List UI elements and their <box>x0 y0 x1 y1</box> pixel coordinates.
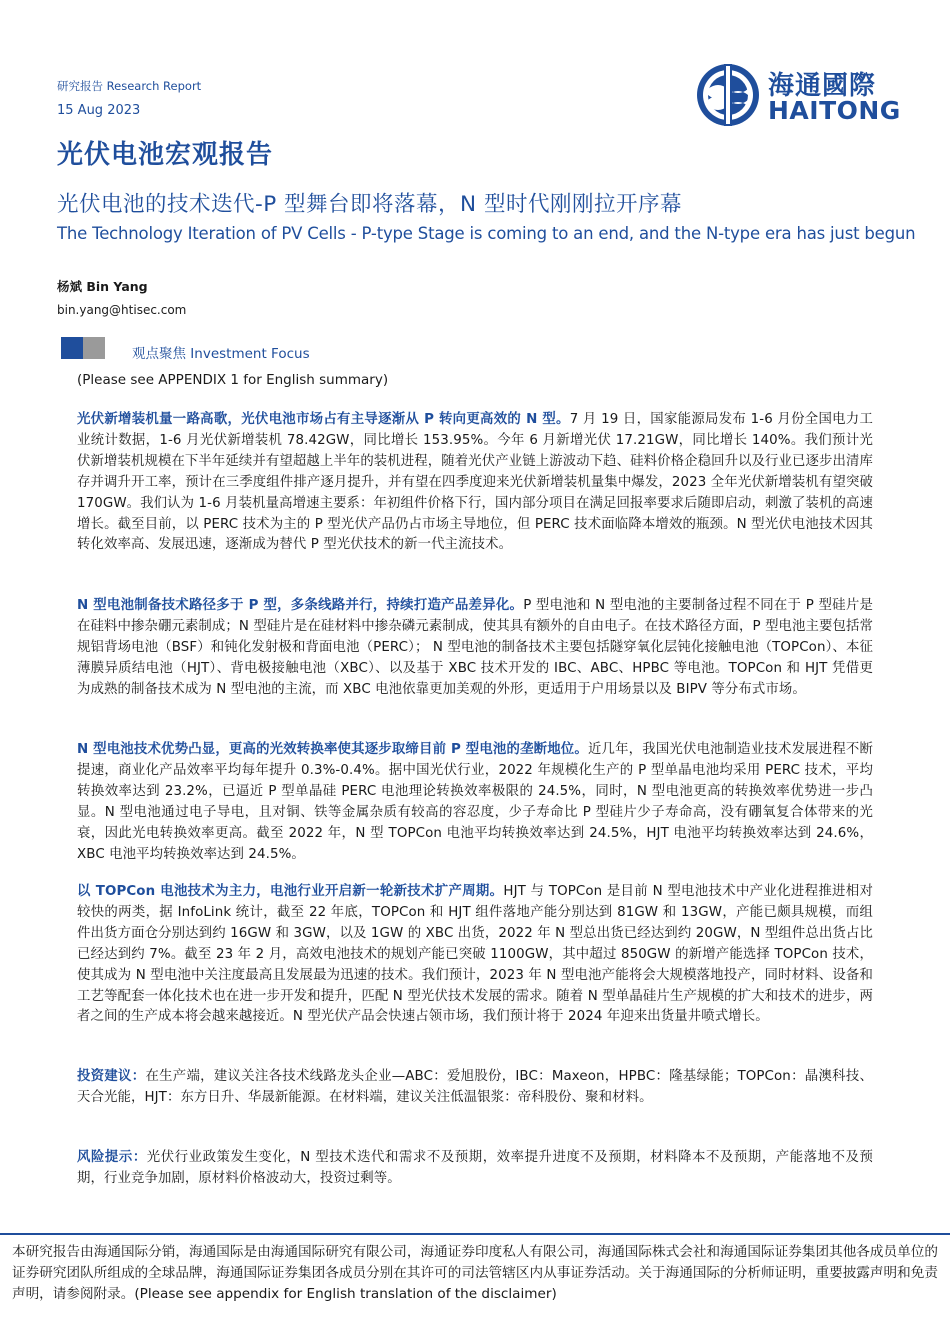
paragraph-body: 在生产端，建议关注各技术线路龙头企业—ABC：爱旭股份，IBC：Maxeon，HPBC：隆基绿能；TOPCon：晶澳科技、天合光能，HJT：东方日升、华晟新能源。在材料端，建议关注低温银浆：帝科股份、聚和材料。 <box>77 1069 874 1105</box>
report-title: 光伏电池宏观报告 <box>57 140 274 170</box>
paragraph-lead: 风险提示： <box>77 1150 147 1165</box>
haitong-logo <box>695 62 901 132</box>
report-date: 15 Aug 2023 <box>57 103 141 118</box>
paragraph-installation <box>77 410 873 556</box>
haitong-emblem-icon <box>695 62 761 128</box>
footer-disclaimer: 本研究报告由海通国际分销，海通国际是由海通国际研究有限公司，海通证券印度私人有限公司，海通国际株式会社和海通国际证券集团其他各成员单位的证券研究团队所组成的全球品牌，海通国际证券集团各成员分别在其许可的司法管辖区内从事证券活动。关于海通国际的分析师证明，重要披露声明和免责声明，请参阅附录。(Please see appendix for English translation of the disclaimer) <box>12 1244 938 1302</box>
footer-divider <box>0 1233 950 1235</box>
investment-focus-heading: 观点聚焦 Investment Focus <box>132 346 310 362</box>
paragraph-investment-advice <box>77 1067 873 1109</box>
report-type: 研究报告 Research Report <box>57 79 202 93</box>
subtitle-zh: 光伏电池的技术迭代-P 型舞台即将落幕，N 型时代刚刚拉开序幕 <box>57 192 682 217</box>
author-name: 杨斌 Bin Yang <box>57 279 148 294</box>
section-marker-gray <box>83 337 105 359</box>
paragraph-lead: 投资建议： <box>77 1069 146 1084</box>
paragraph-lead: N 型电池技术优势凸显，更高的光效转换率使其逐步取缔目前 P 型电池的垄断地位。 <box>77 742 588 757</box>
logo-text-en: HAITONG <box>768 96 901 125</box>
paragraph-body: 近几年，我国光伏电池制造业技术发展进程不断提速，商业化产品效率平均每年提升 0.3%-0.4%。据中国光伏行业，2022 年规模化生产的 P 型单晶电池均采用 PERC 技术，平均转换效率达到 23.2%，已逼近 P 型单晶硅 PERC 电池理论转换效率极限的 24.5%，同时，N 型电池更高的转换效率优势进一步凸显。N 型电池通过电子导电，且对铜、铁等金属杂质有较高的容忍度，少子寿命比 P 型硅片少子寿命高，没有硼氧复合体带来的光衰，因此光电转换效率更高。截至 2022 年，N 型 TOPCon 电池平均转换效率达到 24.5%，HJT 电池平均转换效率达到 24.6%，XBC 电池平均转换效率达到 24.5%。 <box>77 742 873 862</box>
paragraph-body: P 型电池和 N 型电池的主要制备过程不同在于 P 型硅片是在硅料中掺杂硼元素制成；N 型硅片是在硅材料中掺杂磷元素制成，使其具有额外的自由电子。在技术路径方面，P 型电池主要包括常规铝背场电池（BSF）和钝化发射极和背面电池（PERC）； N 型电池的制备技术主要包括隧穿氧化层钝化接触电池（TOPCon）、本征薄膜异质结电池（HJT）、背电极接触电池（XBC）、以及基于 XBC 技术开发的 IBC、ABC、HPBC 等电池。TOPCon 和 HJT 凭借更为成熟的制备技术成为 N 型电池的主流，而 XBC 电池依靠更加美观的外形，更适用于户用场景以及 BIPV 等分布式市场。 <box>77 598 873 697</box>
paragraph-lead: 以 TOPCon 电池技术为主力，电池行业开启新一轮新技术扩产周期。 <box>77 884 504 899</box>
author-email[interactable]: bin.yang@htisec.com <box>57 303 187 317</box>
paragraph-risk-warning <box>77 1148 873 1190</box>
paragraph-topcon-expansion <box>77 882 873 1028</box>
paragraph-tech-advantage <box>77 740 873 865</box>
paragraph-body: 光伏行业政策发生变化，N 型技术迭代和需求不及预期，效率提升进度不及预期，材料降本不及预期，产能落地不及预期，行业竞争加剧，原材料价格波动大，投资过剩等。 <box>77 1150 873 1186</box>
logo-text-zh: 海通國際 <box>768 71 877 101</box>
paragraph-lead: 光伏新增装机量一路高歌，光伏电池市场占有主导逐渐从 P 转向更高效的 N 型。 <box>77 412 570 427</box>
subtitle-en: The Technology Iteration of PV Cells - P-type Stage is coming to an end, and the N-type era has just begun <box>57 224 916 243</box>
paragraph-tech-paths <box>77 596 873 701</box>
paragraph-body: HJT 与 TOPCon 是目前 N 型电池技术中产业化进程推进相对较快的两类，据 InfoLink 统计，截至 22 年底，TOPCon 和 HJT 组件落地产能分别达到 81GW 和 13GW，产能已颇具规模，而组件出货方面仓分别达到约 16GW 和 3GW，以及 1GW 的 XBC 出货，2022 年 N 型总出货已经达到约 20GW，N 型组件总出货占比已经达到约 7%。截至 23 年 2 月，高效电池技术的规划产能已突破 1100GW，其中超过 850GW 的新增产能选择 TOPCon 技术，使其成为 N 型电池中关注度最高且发展最为迅速的技术。我们预计，2023 年 N 型电池产能将会大规模落地投产，同时材料、设备和工艺等配套一体化技术也在进一步开发和提升，匹配 N 型光伏技术发展的需求。随着 N 型单晶硅片生产规模的扩大和技术的进步，两者之间的生产成本将会越来越接近。N 型光伏产品会快速占领市场，我们预计将于 2024 年迎来出货量井喷式增长。 <box>77 884 873 1025</box>
appendix-note: (Please see APPENDIX 1 for English summary) <box>77 372 389 388</box>
paragraph-lead: N 型电池制备技术路径多于 P 型，多条线路并行，持续打造产品差异化。 <box>77 598 524 613</box>
section-marker-blue <box>61 337 83 359</box>
paragraph-body: 7 月 19 日，国家能源局发布 1-6 月份全国电力工业统计数据，1-6 月光伏新增装机 78.42GW，同比增长 153.95%。今年 6 月新增光伏 17.21GW，同比增长 140%。我们预计光伏新增装机规模在下半年延续并有望超越上半年的装机进程，随着光伏产业链上游波动下趋、硅料价格企稳回升以及行业已逐步出清库存并调升开工率，预计在三季度组件排产逐月提升，并有望在四季度迎来光伏新增装机量集中爆发，2023 全年光伏新增装机有望突破 170GW。我们认为 1-6 月装机量高增速主要系：年初组件价格下行，国内部分项目在满足回报率要求后随即启动，刺激了装机的高速增长。截至目前，以 PERC 技术为主的 P 型光伏产品仍占市场主导地位，但 PERC 技术面临降本增效的瓶颈。N 型光伏电池技术因其转化效率高、发展迅速，逐渐成为替代 P 型光伏技术的新一代主流技术。 <box>77 412 873 553</box>
